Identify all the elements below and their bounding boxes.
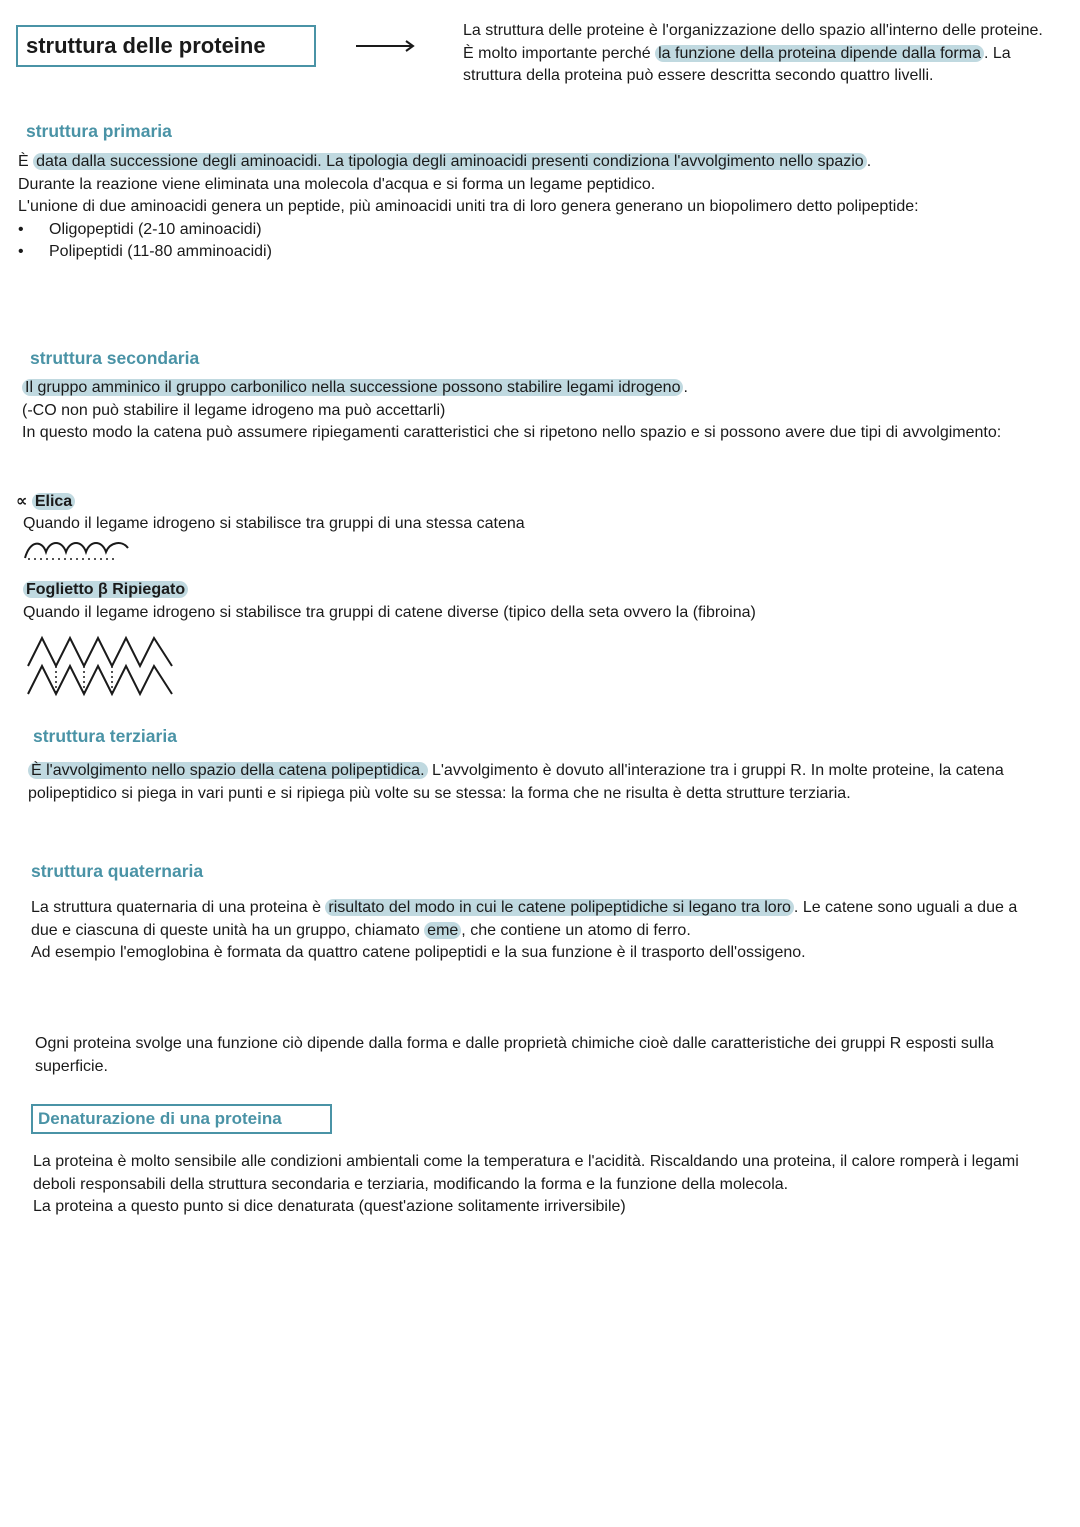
terziaria-paragraph xyxy=(28,760,1050,805)
arrow-right-icon xyxy=(356,36,416,56)
primaria-list xyxy=(18,219,1048,264)
alpha-helix-label xyxy=(16,491,75,511)
quaternaria-paragraph-3: Ogni proteina svolge una funzione ciò dipende dalla forma e dalle proprietà chimiche cioè dalle caratteristiche dei gruppi R esposti sulla superficie. xyxy=(35,1035,994,1075)
heading-struttura-secondaria: struttura secondaria xyxy=(30,348,200,368)
beta-label: Foglietto β Ripiegato xyxy=(23,581,188,598)
primaria-paragraph-2: Durante la reazione viene eliminata una molecola d'acqua e si forma un legame peptidico. xyxy=(18,175,656,193)
quaternaria-p1-end: , che contiene un atomo di ferro. xyxy=(461,921,691,939)
alpha-symbol: ∝ xyxy=(16,493,28,510)
section-terziaria xyxy=(28,760,1050,805)
intro-text-end: . La struttura della proteina può essere descritta secondo quattro livelli. xyxy=(463,44,1011,84)
intro-highlight: la funzione della proteina dipende dalla forma xyxy=(655,45,984,62)
secondaria-paragraph-2: (-CO non può stabilire il legame idrogeno ma può accettarli) xyxy=(22,401,446,419)
quaternaria-term-eme: eme xyxy=(424,922,461,939)
beta-sheet-label xyxy=(23,581,188,599)
primaria-p1-end: . xyxy=(866,153,872,170)
denaturazione-paragraph-1: La proteina è molto sensibile alle condizioni ambientali come la temperatura e l'acidità. Riscaldando una proteina, il calore romperà i legami deboli responsabili della struttura secondaria e terziaria, modificando la forma e la funzione della molecola. xyxy=(33,1153,1019,1193)
section-quaternaria xyxy=(31,897,1045,965)
list-item: • Oligopeptidi (2-10 aminoacidi) xyxy=(18,219,1048,242)
section-denaturazione xyxy=(33,1151,1049,1219)
heading-struttura-quaternaria: struttura quaternaria xyxy=(31,861,204,881)
beta-sheet-description: Quando il legame idrogeno si stabilisce tra gruppi di catene diverse (tipico della seta ovvero la (fibroina) xyxy=(23,604,756,621)
section-primaria xyxy=(18,151,1048,264)
page-title: struttura delle proteine xyxy=(16,25,316,67)
alpha-helix-icon xyxy=(22,538,132,564)
secondaria-p1-end: . xyxy=(683,379,688,396)
primaria-paragraph-1 xyxy=(18,151,1048,174)
terziaria-highlight: È l'avvolgimento nello spazio della catena polipeptidica. xyxy=(28,762,428,779)
intro-paragraph xyxy=(463,20,1053,88)
primaria-paragraph-3: L'unione di due aminoacidi genera un peptide, più aminoacidi uniti tra di loro genera generano un biopolimero detto polipeptide: xyxy=(18,198,919,215)
secondaria-highlight: Il gruppo amminico il gruppo carbonilico nella successione possono stabilire legami idrogeno xyxy=(22,379,683,396)
secondaria-paragraph-3: In questo modo la catena può assumere ripiegamenti caratteristici che si ripetono nello spazio e si possono avere due tipi di avvolgimento: xyxy=(22,424,1002,441)
heading-denaturazione: Denaturazione di una proteina xyxy=(31,1104,332,1134)
intro-text: La struttura delle proteine è l'organizzazione dello spazio all'interno delle proteine. È molto importante perché xyxy=(463,22,1043,62)
quaternaria-highlight: risultato del modo in cui le catene polipeptidiche si legano tra loro xyxy=(325,899,794,916)
quaternaria-p1-mid: . Le catene sono uguali a due a due e ciascuna di queste unità ha un gruppo, chiamato xyxy=(31,899,1018,939)
secondaria-paragraph-1 xyxy=(22,377,1022,400)
list-item: • Polipeptidi (11-80 amminoacidi) xyxy=(18,241,1048,264)
primaria-p1-start: È xyxy=(18,153,34,170)
quaternaria-p1-start: La struttura quaternaria di una proteina è xyxy=(31,899,326,916)
heading-struttura-primaria: struttura primaria xyxy=(26,121,172,141)
section-secondaria xyxy=(22,377,1022,445)
terziaria-p1-rest: L'avvolgimento è dovuto all'interazione tra i gruppi R. In molte proteine, la catena polipeptidico si piega in vari punti e si ripiega più volte su se stessa: la forma che ne risulta è detta strutture terziaria. xyxy=(28,762,1004,802)
heading-struttura-terziaria: struttura terziaria xyxy=(33,726,177,746)
primaria-highlight: data dalla successione degli aminoacidi. La tipologia degli aminoacidi presenti condiziona l'avvolgimento nello spazio xyxy=(33,153,867,170)
quaternaria-paragraph-2: Ad esempio l'emoglobina è formata da quattro catene polipeptidi e la sua funzione è il trasporto dell'ossigeno. xyxy=(31,944,806,961)
denaturazione-paragraph-2: La proteina a questo punto si dice denaturata (quest'azione solitamente irriversibile) xyxy=(33,1198,626,1215)
beta-sheet-icon xyxy=(26,632,178,698)
alpha-label: Elica xyxy=(32,493,75,510)
quaternaria-paragraph-1 xyxy=(31,897,1045,942)
alpha-helix-description: Quando il legame idrogeno si stabilisce tra gruppi di una stessa catena xyxy=(23,515,525,532)
